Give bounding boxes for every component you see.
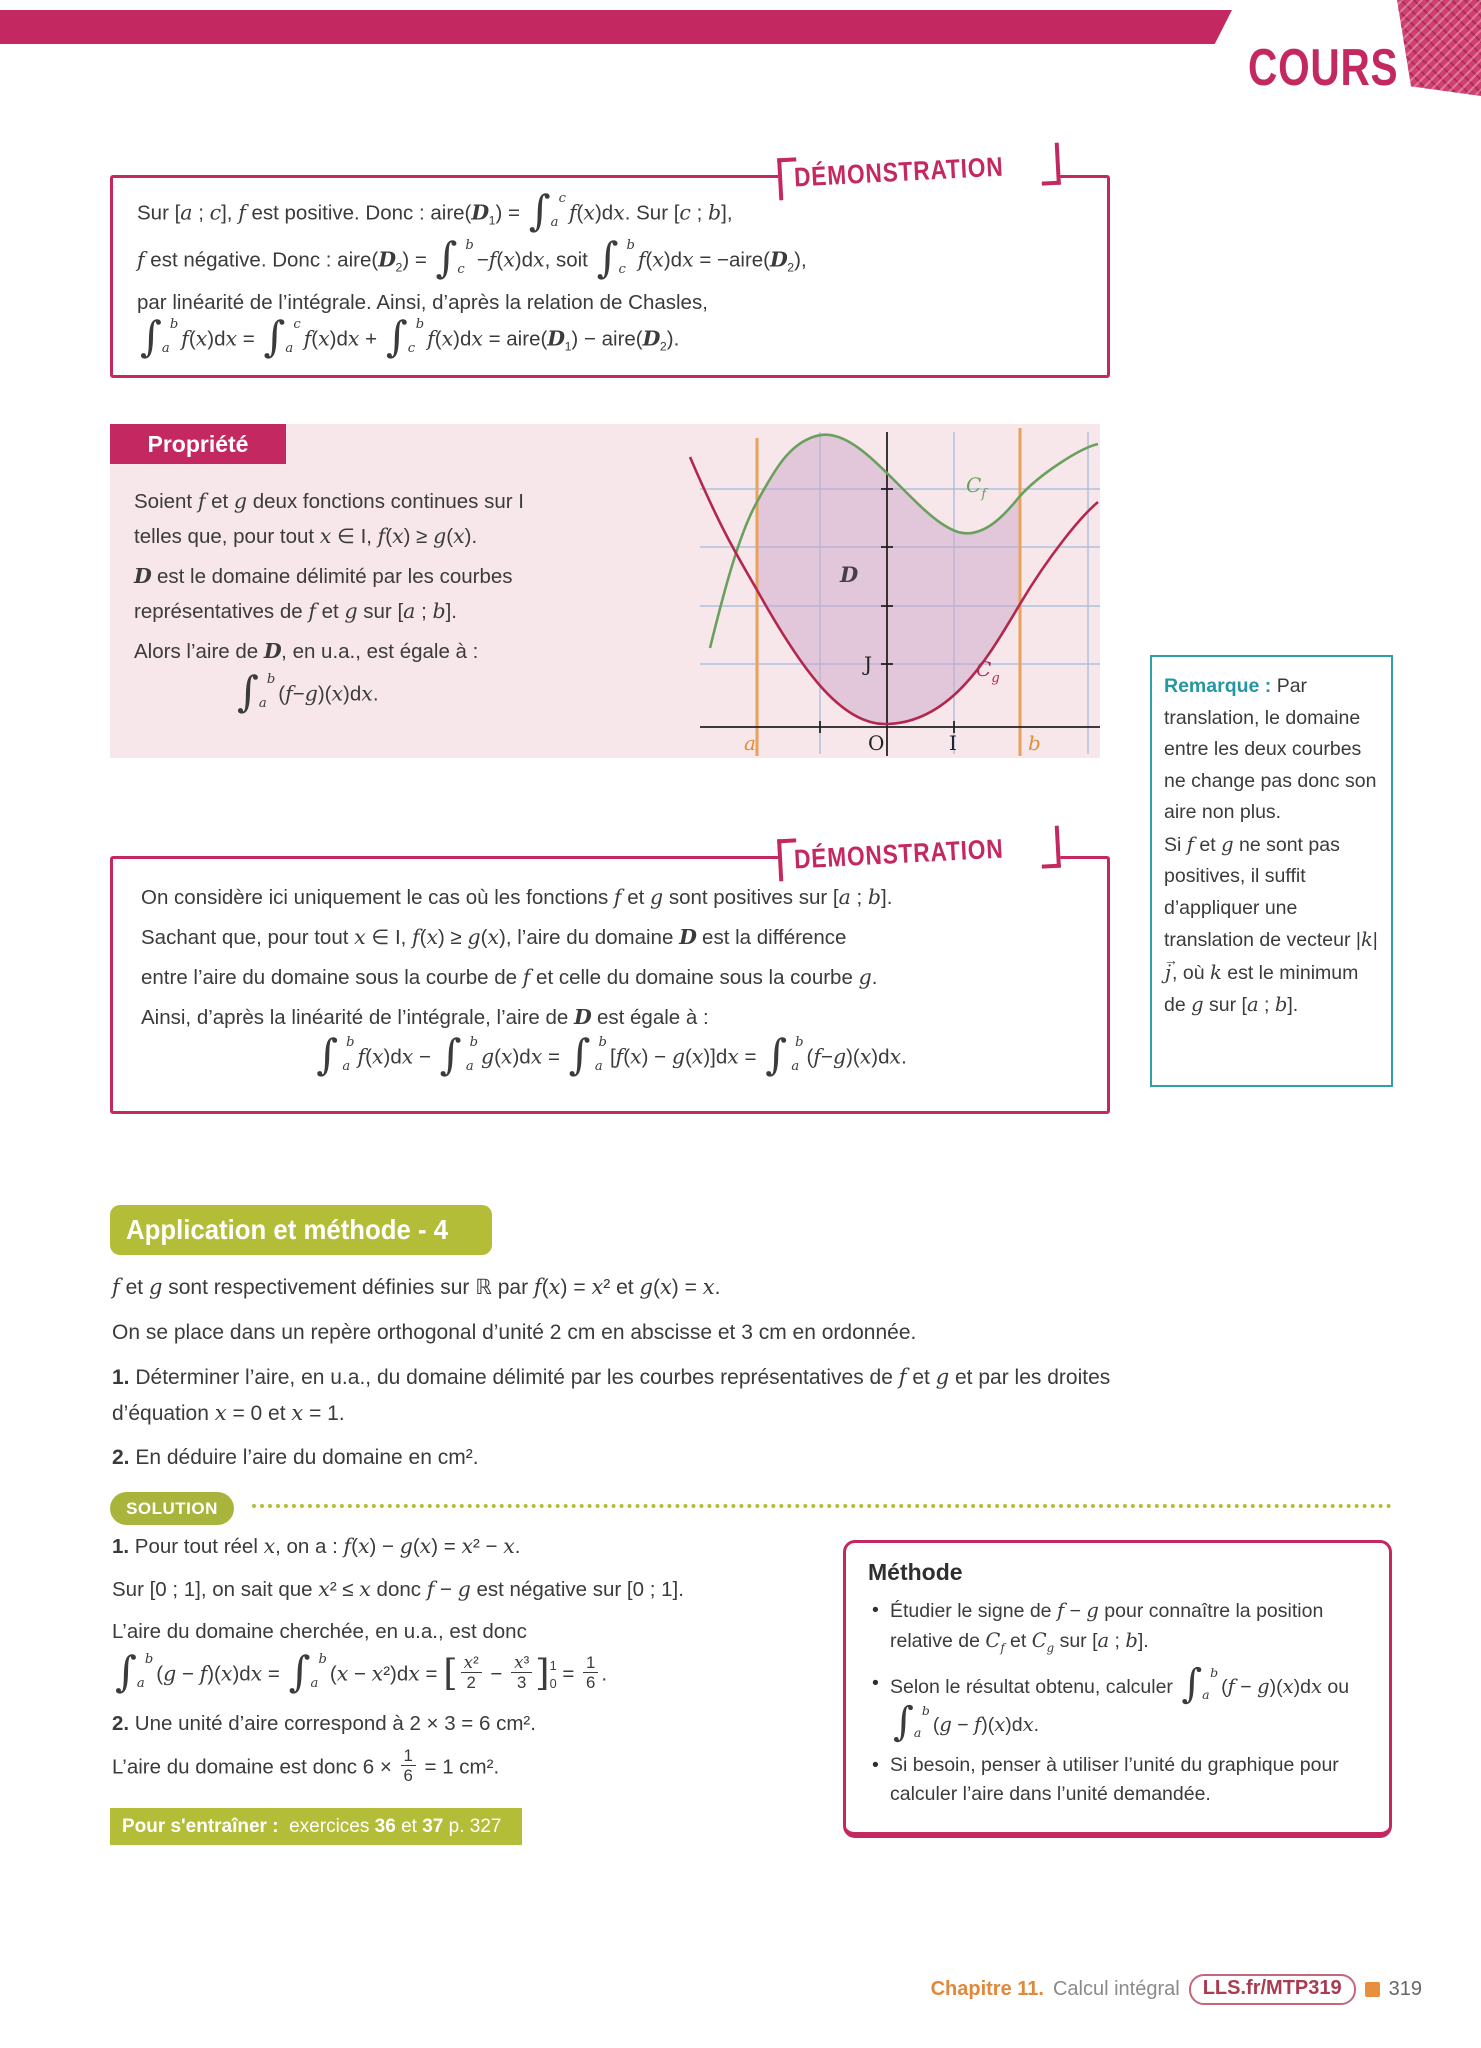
footer-chapter-label: Chapitre 11. (930, 1978, 1044, 2000)
demo2-line: On considère ici uniquement le cas où les fonctions f et g sont positives sur [a ; b]. (141, 885, 893, 909)
demo1-line: Sur [a ; c], f est positive. Donc : $aire(D_1)$ = ∫ c a f(x)dx. Sur [c ; b], (137, 186, 733, 235)
demonstration-box-1 (110, 151, 1110, 378)
propriete-section (110, 424, 1100, 758)
application-text (112, 1272, 1402, 1473)
label-domain-D: D (840, 562, 859, 587)
label-J: J (864, 652, 873, 676)
footer-page-number: 319 (1388, 1978, 1422, 2000)
demonstration-box-2 (110, 833, 1110, 1114)
propriete-line: D est le domaine délimité par les courbes (134, 564, 513, 588)
remarque-paragraph-2: Si f et g ne sont pas positives, il suffit d’appliquer une translation de vecteur |k|→ j, où k est le minimum de g sur [a ; b]. (1164, 829, 1379, 1022)
demonstration-stamp: DÉMONSTRATION (776, 822, 1060, 886)
demo2-line: Sachant que, pour tout x ∈ I, f(x) ≥ g(x), l’aire du domaine D est la différence (141, 925, 847, 949)
footer-lls-link[interactable]: LLS.fr/MTP319 (1189, 1974, 1356, 2005)
demo1-line: f est négative. Donc : $aire(D_2)$ = ∫ b c −f(x)dx, soit ∫ b c $f(x)dx = -aire(D_2)$, (137, 233, 807, 283)
solution-line: Sur [0 ; 1], on sait que x² ≤ x donc f − g est négative sur [0 ; 1]. (112, 1577, 684, 1601)
area-between-curves-graph (680, 424, 1100, 758)
page-footer (840, 1974, 1422, 2005)
methode-bullet: • Étudier le signe de f − g pour connaître la position relative de $C_f$ et $C_g$ sur [a ; b]. (868, 1596, 1369, 1663)
demo1-formula: ∫ b a f(x)dx = ∫ c a f(x)dx + ∫ b c $f(x)dx = aire(D_1)$ − $aire(D_2)$. (140, 311, 680, 361)
remarque-title: Remarque : (1164, 675, 1272, 697)
demo2-line: entre l’aire du domaine sous la courbe de f et celle du domaine sous la courbe g. (141, 965, 878, 989)
methode-bullet: • Si besoin, penser à utiliser l’unité du graphique pour calculer l’aire dans l’unité demandée. (868, 1751, 1369, 1809)
demo1-line: par linéarité de l’intégrale. Ainsi, d’après la relation de Chasles, (137, 290, 708, 314)
application-line: On se place dans un repère orthogonal d’unité 2 cm en abscisse et 3 cm en ordonnée. (112, 1321, 917, 1344)
application-line: 2. En déduire l’aire du domaine en cm². (112, 1446, 479, 1469)
methode-bullet: • Selon le résultat obtenu, calculer ∫ b a (f − g)(x)dx ou ∫ b a (g − f)(x)dx. (868, 1669, 1369, 1745)
methode-title: Méthode (868, 1559, 963, 1585)
solution-line: 1. Pour tout réel x, on a : f(x) − g(x) = x² − x. (112, 1534, 521, 1558)
solution-line: 2. Une unité d’aire correspond à 2 × 3 = 6 cm². (112, 1712, 536, 1735)
propriete-line: représentatives de f et g sur [a ; b]. (134, 599, 458, 623)
propriete-line: Alors l’aire de D, en u.a., est égale à : (134, 639, 479, 663)
propriete-text (134, 484, 686, 715)
label-curve-Cg: $C_g$ (976, 657, 1000, 686)
remarque-paragraph-1: Remarque : Par translation, le domaine entre les deux courbes ne change pas donc son aire non plus. (1164, 675, 1377, 823)
solution-line: L’aire du domaine cherchée, en u.a., est donc (112, 1620, 527, 1643)
application-line: f et g sont respectivement définies sur ℝ par f(x) = x² et g(x) = x. (112, 1275, 721, 1299)
label-I: I (949, 731, 957, 755)
footer-chapter-title: Calcul intégral (1052, 1978, 1180, 2000)
demonstration-stamp: DÉMONSTRATION (776, 141, 1060, 203)
label-a: a (744, 731, 756, 755)
solution-line: ∫ b a (g − f)(x)dx = ∫ b a (x − x²)dx = [ $\frac{\text{x²}}{2}$ − $\frac{\text{x³}}{3}$ ] 1 0 = $\frac{1}{6}$ . (115, 1647, 608, 1696)
application-methode-badge: Application et méthode - 4 (110, 1205, 492, 1255)
methode-box (843, 1540, 1392, 1838)
propriete-line: Soient f et g deux fonctions continues sur I (134, 489, 524, 513)
label-b: b (1028, 731, 1041, 755)
propriete-badge: Propriété (110, 424, 286, 464)
solution-badge: SOLUTION (110, 1492, 234, 1525)
footer-orange-square-icon (1365, 1982, 1380, 1997)
application-line: 1. Déterminer l’aire, en u.a., du domaine délimité par les courbes représentatives de f et g et par les droites (112, 1365, 1111, 1389)
solution-line: L’aire du domaine est donc 6 × $\frac{1}{6}$ = 1 cm². (112, 1746, 500, 1786)
solution-dotted-rule (252, 1504, 1392, 1508)
top-banner-bar (0, 10, 1232, 44)
remarque-box (1150, 655, 1393, 1087)
demo2-formula: ∫ b a f(x)dx − ∫ b a g(x)dx = ∫ b a [f(x) − g(x)]dx = ∫ b a (f−g)(x)dx. (316, 1030, 907, 1079)
propriete-formula: ∫ b a (f−g)(x)dx. (237, 667, 379, 716)
propriete-line: telles que, pour tout x ∈ I, f(x) ≥ g(x). (134, 524, 478, 548)
label-curve-Cf: $C_f$ (966, 473, 987, 502)
cours-header: COURS (1248, 39, 1399, 97)
label-O: O (868, 731, 885, 755)
demo2-line: Ainsi, d’après la linéarité de l’intégrale, l’aire de D est égale à : (141, 1005, 709, 1029)
pour-sentrainer-badge: Pour s'entraîner : exercices 36 et 37 p. 327 (110, 1808, 522, 1845)
application-line: d’équation x = 0 et x = 1. (112, 1401, 345, 1425)
